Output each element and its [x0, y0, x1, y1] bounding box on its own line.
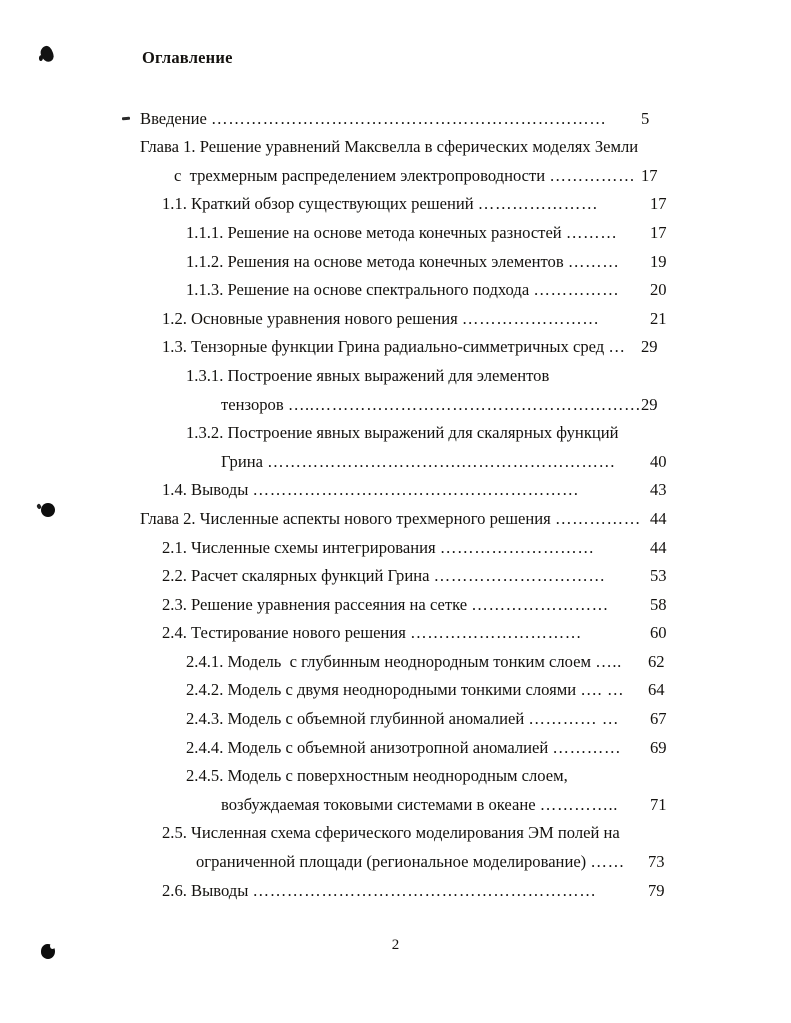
toc-entry-label: тензоров …..………………………………………………… — [221, 394, 642, 414]
toc-entry-label: 1.3.2. Построение явных выражений для скалярных функций — [186, 423, 619, 443]
toc-entry-label: 1.4. Выводы ………………………………………………… — [162, 480, 580, 500]
toc-entry[interactable] — [0, 762, 791, 791]
toc-entry[interactable] — [0, 790, 791, 819]
toc-entry[interactable] — [0, 819, 791, 848]
toc-page-number: 69 — [650, 737, 667, 757]
toc-entry-label: 1.1.3. Решение на основе спектрального подхода …………… — [186, 280, 620, 300]
toc-entry[interactable] — [0, 333, 791, 362]
toc-page-number: 62 — [648, 651, 665, 671]
toc-page-number: 17 — [641, 165, 658, 185]
toc-page-number: 58 — [650, 594, 667, 614]
toc-entry[interactable] — [0, 676, 791, 705]
toc-dot-leader: ……… — [567, 251, 620, 271]
toc-dot-leader: ………………………………………………… — [252, 480, 580, 500]
toc-dot-leader: ……… — [565, 222, 618, 242]
toc-entry[interactable] — [0, 847, 791, 876]
toc-page-number: 44 — [650, 537, 667, 557]
toc-dot-leader: …………………… — [461, 308, 600, 328]
toc-page-number: 5 — [641, 108, 650, 128]
toc-dot-leader: …. … — [580, 680, 625, 700]
toc-page-number: 17 — [650, 194, 667, 214]
toc-dot-leader: …………… — [554, 508, 641, 528]
toc-entry-label: ограниченной площади (региональное моделирование) …… — [196, 852, 625, 872]
page-folio-number: 2 — [391, 937, 400, 953]
toc-dot-leader: …………………………….……………………… — [267, 451, 616, 471]
toc-entry[interactable] — [0, 647, 791, 676]
toc-entry[interactable] — [0, 562, 791, 591]
toc-page-number: 21 — [650, 308, 667, 328]
toc-page-number: 44 — [650, 508, 667, 528]
toc-page-number: 40 — [650, 451, 667, 471]
toc-dot-leader: ………… — [552, 737, 622, 757]
toc-entry-label: с трехмерным распределением электропроводности …………… — [174, 165, 636, 185]
toc-entry-label: 1.1.1. Решение на основе метода конечных разностей ……… — [186, 222, 618, 242]
toc-entry-label: 2.3. Решение уравнения рассеяния на сетке …………………… — [162, 594, 609, 614]
toc-dot-leader: ………….. — [539, 794, 619, 814]
toc-page-number: 73 — [648, 852, 665, 872]
toc-entry[interactable] — [0, 704, 791, 733]
toc-entry[interactable] — [0, 590, 791, 619]
toc-entry[interactable] — [0, 504, 791, 533]
toc-entry-label: возбуждаемая токовыми системами в океане ………….. — [221, 794, 619, 814]
toc-entry-label: 1.2. Основные уравнения нового решения …………………… — [162, 308, 600, 328]
toc-page-number: 29 — [641, 394, 658, 414]
scan-ink-blot-top-icon — [39, 45, 55, 64]
toc-dot-leader: …………………………………………………………… — [211, 108, 607, 128]
toc-entry-label: Глава 2. Численные аспекты нового трехмерного решения …………… — [140, 508, 641, 528]
toc-page-number: 67 — [650, 709, 667, 729]
toc-page-number: 20 — [650, 280, 667, 300]
toc-dot-leader: … — [608, 337, 626, 357]
toc-entry-label: 1.3. Тензорные функции Грина радиально-симметричных сред … — [162, 337, 626, 357]
toc-dot-leader: …… — [590, 852, 625, 872]
toc-entry-label: 2.2. Расчет скалярных функций Грина ………………………… — [162, 566, 606, 586]
toc-entry[interactable] — [0, 190, 791, 219]
toc-dot-leader: ………………… — [477, 194, 599, 214]
toc-entry[interactable] — [0, 247, 791, 276]
toc-entry[interactable] — [0, 419, 791, 448]
toc-dot-leader: …………… — [549, 165, 636, 185]
toc-entry[interactable] — [0, 133, 791, 162]
toc-dot-leader: ………………………… — [410, 623, 582, 643]
toc-entry-label: 1.1. Краткий обзор существующих решений ………………… — [162, 194, 599, 214]
toc-entry-label: 2.5. Численная схема сферического моделирования ЭМ полей на — [162, 823, 620, 843]
toc-page-number: 53 — [650, 566, 667, 586]
toc-entry[interactable] — [0, 876, 791, 905]
toc-dot-leader: …..………………………………………………… — [287, 394, 642, 414]
toc-entry[interactable] — [0, 733, 791, 762]
toc-dot-leader: …………… — [533, 280, 620, 300]
toc-dot-leader: ………………………… — [433, 566, 606, 586]
toc-entry[interactable] — [0, 104, 791, 133]
toc-entry-label: 2.4.4. Модель с объемной анизотропной аномалией ………… — [186, 737, 622, 757]
toc-entry[interactable] — [0, 276, 791, 305]
toc-entry[interactable] — [0, 304, 791, 333]
toc-entry-label: 2.4. Тестирование нового решения ………………………… — [162, 623, 582, 643]
toc-entry-label: 2.1. Численные схемы интегрирования ……………………… — [162, 537, 595, 557]
toc-page-number: 64 — [648, 680, 665, 700]
toc-entry-label: 2.4.1. Модель с глубинным неоднородным тонким слоем ….. — [186, 651, 622, 671]
table-of-contents — [0, 104, 791, 905]
toc-page-number: 19 — [650, 251, 667, 271]
toc-entry-label: Введение …………………………………………………………… — [140, 108, 607, 128]
toc-entry-label: 2.6. Выводы …………………………………………………… — [162, 880, 597, 900]
toc-page-number: 60 — [650, 623, 667, 643]
toc-entry-label: Глава 1. Решение уравнений Максвелла в сферических моделях Земли — [140, 137, 639, 157]
toc-page-number: 79 — [648, 880, 665, 900]
toc-entry-label: 1.1.2. Решения на основе метода конечных элементов ……… — [186, 251, 620, 271]
toc-page-number: 29 — [641, 337, 658, 357]
page-title: Оглавление — [142, 48, 233, 67]
toc-entry[interactable] — [0, 533, 791, 562]
toc-dot-leader: ……………………… — [439, 537, 595, 557]
toc-page-number: 43 — [650, 480, 667, 500]
toc-entry-label: 2.4.3. Модель с объемной глубинной аномалией ………… … — [186, 709, 620, 729]
toc-entry-label: 1.3.1. Построение явных выражений для элементов — [186, 365, 550, 385]
toc-entry[interactable] — [0, 218, 791, 247]
toc-entry[interactable] — [0, 476, 791, 505]
toc-entry-label: 2.4.2. Модель с двумя неоднородными тонкими слоями …. … — [186, 680, 625, 700]
toc-entry[interactable] — [0, 447, 791, 476]
toc-entry-label: 2.4.5. Модель с поверхностным неоднородным слоем, — [186, 766, 568, 786]
toc-dot-leader: …………………………………………………… — [252, 880, 597, 900]
toc-entry-label: Грина …………………………….……………………… — [221, 451, 616, 471]
toc-dot-leader: ….. — [595, 651, 622, 671]
toc-dot-leader: …………………… — [471, 594, 609, 614]
toc-entry[interactable] — [0, 619, 791, 648]
toc-entry[interactable] — [0, 361, 791, 390]
toc-entry[interactable] — [0, 161, 791, 190]
toc-page-number: 71 — [650, 794, 667, 814]
toc-dot-leader: ………… … — [528, 709, 620, 729]
toc-entry[interactable] — [0, 390, 791, 419]
toc-page-number: 17 — [650, 222, 667, 242]
